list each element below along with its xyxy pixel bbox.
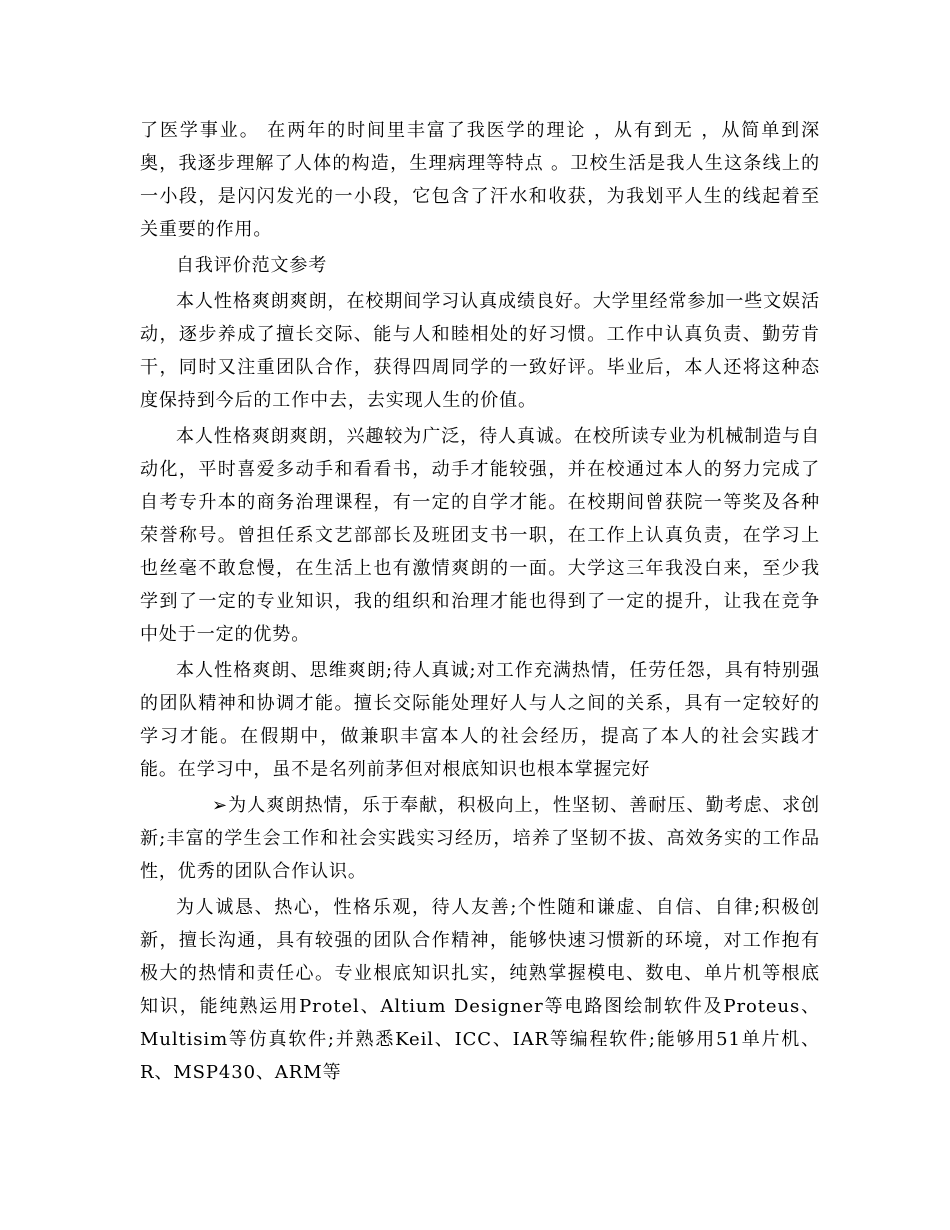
- paragraph-evaluation-3: 本人性格爽朗、思维爽朗;待人真诚;对工作充满热情，任劳任怨，具有特别强的团队精神和协调才能。擅长交际能处理好人与人之间的关系，具有一定较好的学习才能。在假期中，做兼职丰富本人的社会经历，提高了本人的社会实践才能。在学习中，虽不是名列前茅但对根底知识也根本掌握完好: [140, 660, 820, 780]
- paragraph-medical-study: 了医学事业。 在两年的时间里丰富了我医学的理论 ，从有到无 ，从简单到深奥，我逐步理解了人体的构造，生理病理等特点 。卫校生活是我人生这条线上的一小段，是闪闪发光的一小段，它包含了汗水和收获，为我划平人生的线起着至关重要的作用。: [140, 120, 820, 240]
- section-heading-self-evaluation: 自我评价范文参考: [176, 255, 328, 276]
- document-body: [140, 114, 820, 1092]
- paragraph-evaluation-4: [140, 789, 820, 888]
- paragraph-evaluation-5: 为人诚恳、热心，性格乐观，待人友善;个性随和谦虚、自信、自律;积极创新，擅长沟通，具有较强的团队合作精神，能够快速习惯新的环境，对工作抱有极大的热情和责任心。专业根底知识扎实，纯熟掌握模电、数电、单片机等根底知识，能纯熟运用Protel、Altium Designer等电路图绘制软件及Proteus、Multisim等仿真软件;并熟悉Keil、ICC、IAR等编程软件;能够用51单片机、R、MSP430、ARM等: [140, 897, 820, 1083]
- arrow-bullet-icon: ➢: [212, 795, 228, 816]
- paragraph-evaluation-2: 本人性格爽朗爽朗，兴趣较为广泛，待人真诚。在校所读专业为机械制造与自动化，平时喜爱多动手和看看书，动手才能较强，并在校通过本人的努力完成了自考专升本的商务治理课程，有一定的自学才能。在校期间曾获院一等奖及各种荣誉称号。曾担任系文艺部部长及班团支书一职，在工作上认真负责，在学习上也丝毫不敢怠慢，在生活上也有激情爽朗的一面。大学这三年我没白来，至少我学到了一定的专业知识，我的组织和治理才能也得到了一定的提升，让我在竞争中处于一定的优势。: [140, 426, 820, 645]
- paragraph-evaluation-1: 本人性格爽朗爽朗，在校期间学习认真成绩良好。大学里经常参加一些文娱活动，逐步养成了擅长交际、能与人和睦相处的好习惯。工作中认真负责、勤劳肯干，同时又注重团队合作，获得四周同学的一致好评。毕业后，本人还将这种态度保持到今后的工作中去，去实现人生的价值。: [140, 291, 820, 411]
- paragraph-evaluation-4-text: 为人爽朗热情，乐于奉献，积极向上，性坚韧、善耐压、勤考虑、求创新;丰富的学生会工作和社会实践实习经历，培养了坚韧不拔、高效务实的工作品性，优秀的团队合作认识。: [140, 795, 820, 882]
